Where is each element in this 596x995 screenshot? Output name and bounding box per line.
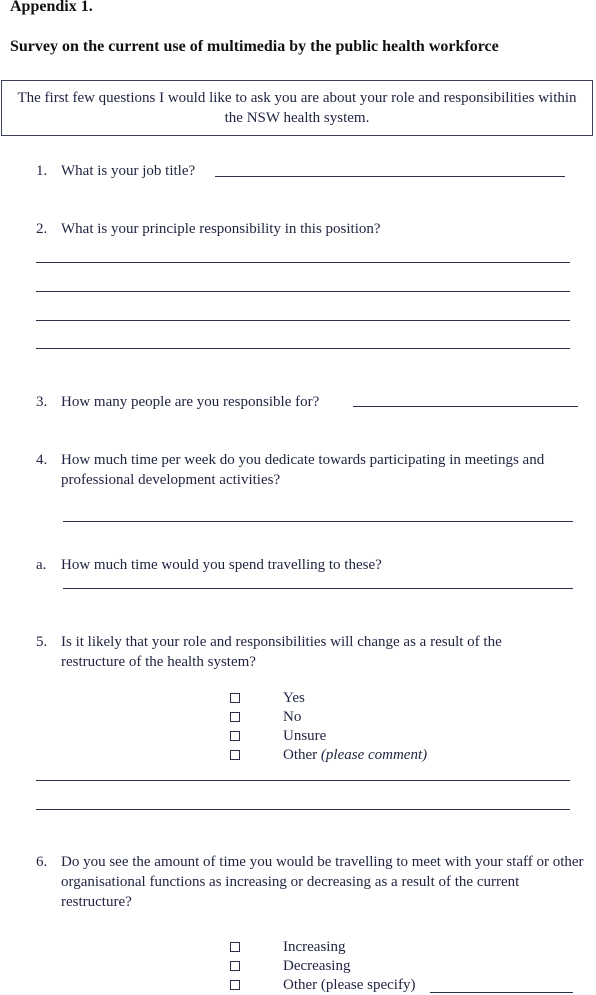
answer-line[interactable] <box>36 348 570 349</box>
question-text: Do you see the amount of time you would be travelling to meet with your staff or other organisational functions as increasing or decreasing as a result of the current restructure? <box>61 854 584 910</box>
question-text: What is your job title? <box>61 163 196 179</box>
option-label: Yes <box>283 690 305 706</box>
question-number: 4. <box>36 452 48 468</box>
checkbox[interactable] <box>230 750 240 760</box>
answer-line[interactable] <box>63 588 573 589</box>
answer-line[interactable] <box>353 406 578 407</box>
option-note: (please comment) <box>320 747 428 763</box>
question-text: What is your principle responsibility in this position? <box>61 221 381 237</box>
option-label: Increasing <box>283 939 346 955</box>
question-text: How many people are you responsible for? <box>61 394 320 410</box>
checkbox[interactable] <box>230 961 240 971</box>
answer-line[interactable] <box>36 291 570 292</box>
checkbox[interactable] <box>230 712 240 722</box>
question-number: 6. <box>36 854 48 870</box>
option-label: Other <box>283 747 318 763</box>
question-number: 5. <box>36 634 48 650</box>
option-label: No <box>283 709 302 725</box>
option-label: Unsure <box>283 728 327 744</box>
question-text: Is it likely that your role and responsibilities will change as a result of the restructure of the health system? <box>61 634 502 670</box>
option-label: Other (please specify) <box>283 977 416 993</box>
question-number: 2. <box>36 221 48 237</box>
checkbox[interactable] <box>230 980 240 990</box>
answer-line[interactable] <box>36 320 570 321</box>
answer-line[interactable] <box>63 521 573 522</box>
question-number: a. <box>36 557 47 573</box>
checkbox[interactable] <box>230 731 240 741</box>
question-number: 1. <box>36 163 48 179</box>
intro-box <box>1 80 593 136</box>
answer-line[interactable] <box>36 262 570 263</box>
answer-line[interactable] <box>430 992 573 993</box>
answer-line[interactable] <box>36 780 570 781</box>
checkbox[interactable] <box>230 693 240 703</box>
answer-line[interactable] <box>215 176 565 177</box>
survey-title: Survey on the current use of multimedia by the public health workforce <box>10 38 499 55</box>
intro-text: The first few questions I would like to ask you are about your role and responsibilities within the NSW health system. <box>17 90 577 126</box>
checkbox[interactable] <box>230 942 240 952</box>
question-number: 3. <box>36 394 48 410</box>
answer-line[interactable] <box>36 809 570 810</box>
question-text: How much time would you spend travelling to these? <box>61 557 382 573</box>
question-text: How much time per week do you dedicate towards participating in meetings and professional development activities? <box>61 452 545 488</box>
option-label: Decreasing <box>283 958 351 974</box>
appendix-title: Appendix 1. <box>10 0 93 15</box>
